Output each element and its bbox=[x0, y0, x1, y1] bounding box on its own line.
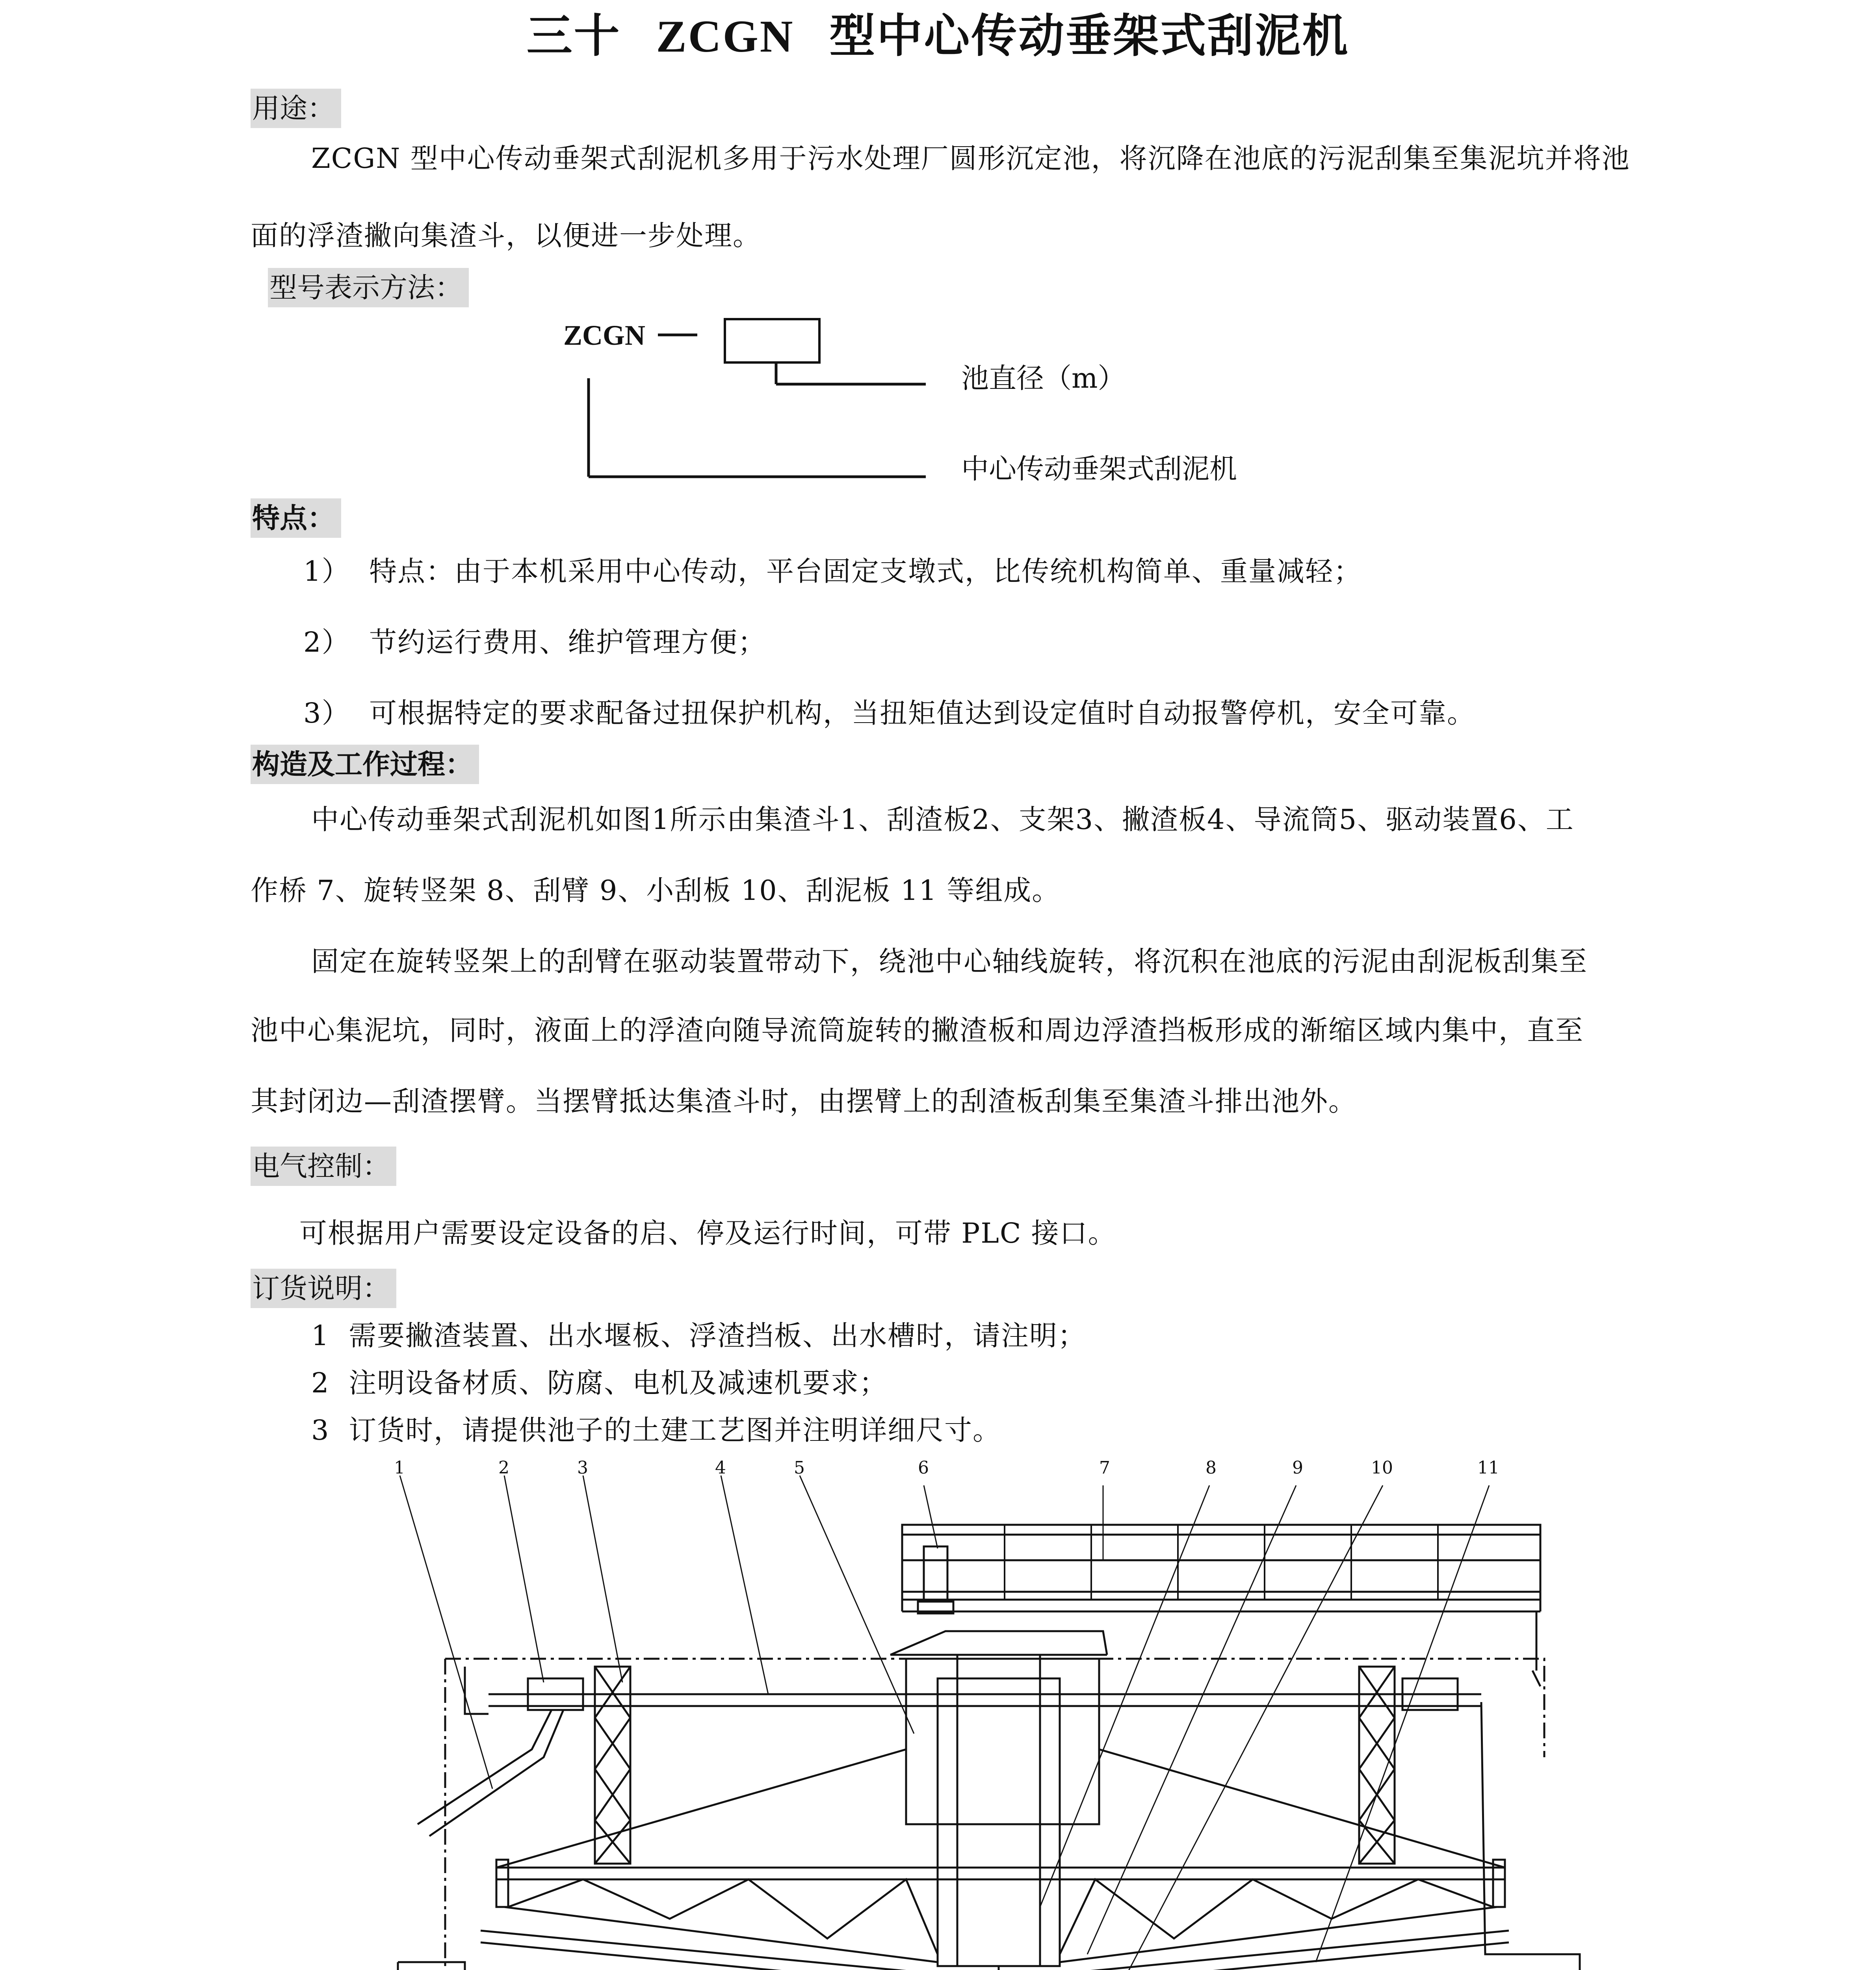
feature-text: 可根据特定的要求配备过扭保护机构，当扭矩值达到设定值时自动报警停机，安全可靠。 bbox=[369, 697, 1476, 729]
callout-1: 1 bbox=[394, 1458, 405, 1478]
callout-8: 8 bbox=[1205, 1458, 1217, 1478]
purpose-line-2: 面的浮渣撇向集渣斗，以便进一步处理。 bbox=[251, 219, 761, 252]
construction-p1-line-1: 中心传动垂架式刮泥机如图1所示由集渣斗1、刮渣板2、支架3、撇渣板4、导流筒5、驱动装置6、工 bbox=[311, 803, 1574, 836]
feature-num: 2） bbox=[303, 626, 350, 658]
model-notation-heading: 型号表示方法： bbox=[268, 268, 469, 307]
ordering-item bbox=[311, 1411, 1001, 1450]
purpose-heading: 用途： bbox=[251, 89, 341, 128]
feature-num: 1） bbox=[303, 555, 350, 587]
electric-text: 可根据用户需要设定设备的启、停及运行时间，可带 PLC 接口。 bbox=[299, 1217, 1116, 1249]
callout-5: 5 bbox=[794, 1458, 805, 1478]
page-title bbox=[0, 6, 1876, 66]
ordering-text: 需要撇渣装置、出水堰板、浮渣挡板、出水槽时，请注明； bbox=[349, 1320, 1087, 1352]
title-prefix: 三十 bbox=[526, 9, 621, 63]
ordering-num: 2 bbox=[311, 1367, 330, 1399]
feature-num: 3） bbox=[303, 697, 350, 729]
label-machine-name: 中心传动垂架式刮泥机 bbox=[961, 453, 1237, 485]
callout-4: 4 bbox=[715, 1458, 726, 1478]
ordering-heading: 订货说明： bbox=[251, 1269, 396, 1308]
title-model: ZCGN bbox=[656, 11, 795, 62]
features-heading: 特点： bbox=[251, 498, 341, 538]
title-suffix: 型中心传动垂架式刮泥机 bbox=[829, 9, 1350, 63]
electric-heading: 电气控制： bbox=[251, 1147, 396, 1186]
callout-10: 10 bbox=[1371, 1458, 1393, 1478]
callout-7: 7 bbox=[1099, 1458, 1110, 1478]
construction-p2-line-3: 其封闭边—刮渣摆臂。当摆臂抵达集渣斗时，由摆臂上的刮渣板刮集至集渣斗排出池外。 bbox=[251, 1085, 1357, 1117]
callout-numbers bbox=[394, 1458, 1499, 1478]
label-diameter: 池直径（m） bbox=[961, 362, 1126, 394]
callout-9: 9 bbox=[1292, 1458, 1303, 1478]
callout-2: 2 bbox=[498, 1458, 509, 1478]
ordering-text: 注明设备材质、防腐、电机及减速机要求； bbox=[349, 1367, 888, 1399]
feature-text: 节约运行费用、维护管理方便； bbox=[369, 626, 767, 658]
feature-item bbox=[303, 552, 1362, 591]
ordering-item bbox=[311, 1316, 1086, 1355]
construction-p2-line-1: 固定在旋转竖架上的刮臂在驱动装置带动下，绕池中心轴线旋转，将沉积在池底的污泥由刮泥板刮集至 bbox=[311, 945, 1588, 978]
scraper-drawing bbox=[0, 1450, 1876, 1970]
callout-6: 6 bbox=[918, 1458, 929, 1478]
construction-heading: 构造及工作过程： bbox=[251, 745, 479, 784]
feature-text: 特点：由于本机采用中心传动，平台固定支墩式，比传统机构简单、重量减轻； bbox=[369, 555, 1362, 587]
model-notation-diagram bbox=[579, 311, 973, 492]
ordering-num: 3 bbox=[311, 1414, 330, 1446]
callout-11: 11 bbox=[1477, 1458, 1499, 1478]
callout-3: 3 bbox=[577, 1458, 588, 1478]
ordering-num: 1 bbox=[311, 1320, 330, 1352]
ordering-item bbox=[311, 1363, 888, 1403]
ordering-text: 订货时，请提供池子的土建工艺图并注明详细尺寸。 bbox=[349, 1414, 1001, 1446]
model-code: ZCGN bbox=[563, 320, 646, 351]
construction-p2-line-2: 池中心集泥坑，同时，液面上的浮渣向随导流筒旋转的撇渣板和周边浮渣挡板形成的渐缩区域内集中，直至 bbox=[251, 1014, 1584, 1046]
feature-item bbox=[303, 623, 766, 662]
purpose-line-1: ZCGN 型中心传动垂架式刮泥机多用于污水处理厂圆形沉定池，将沉降在池底的污泥刮集至集泥坑并将池 bbox=[311, 142, 1630, 175]
feature-item bbox=[303, 693, 1475, 733]
construction-p1-line-2: 作桥 7、旋转竖架 8、刮臂 9、小刮板 10、刮泥板 11 等组成。 bbox=[251, 874, 1061, 907]
